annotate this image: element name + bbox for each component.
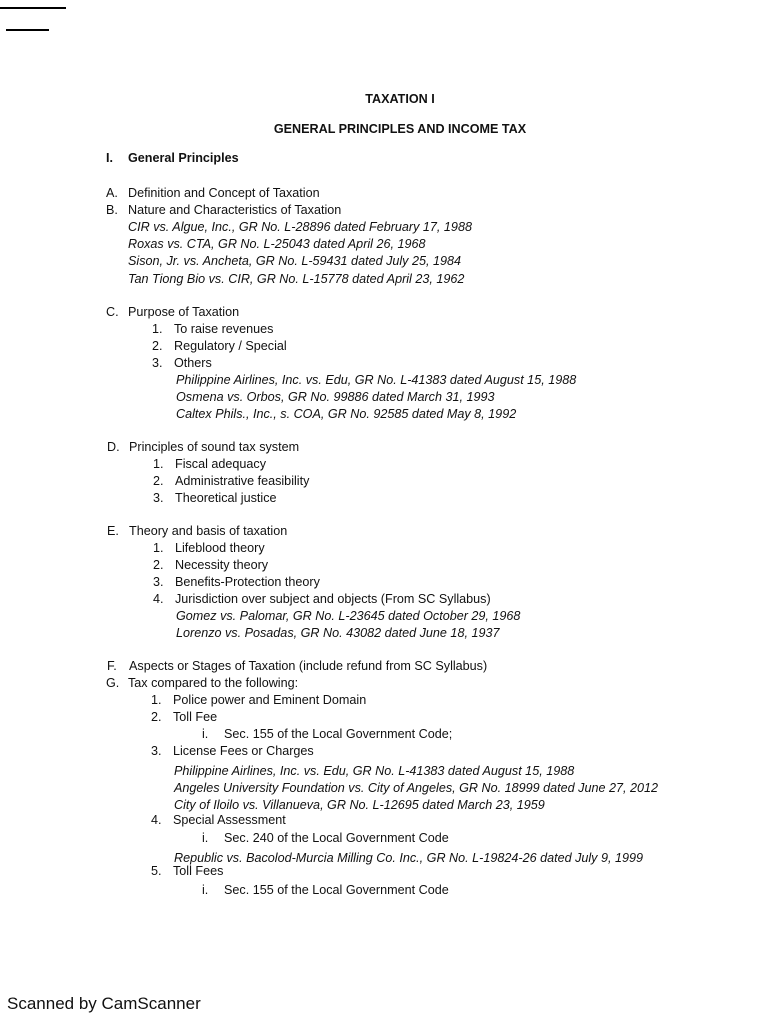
outline-item-E [107, 524, 287, 539]
scan-mark-top [0, 7, 66, 9]
item-letter: G. [106, 676, 120, 690]
numbered-item: 3. Benefits-Protection theory [153, 575, 320, 589]
case-citation: Roxas vs. CTA, GR No. L-25043 dated April 26, 1968 [128, 237, 426, 251]
scan-mark-second [6, 29, 49, 31]
case-citation: Philippine Airlines, Inc. vs. Edu, GR No. L-41383 dated August 15, 1988 [176, 373, 577, 387]
item-label: Principles of sound tax system [129, 440, 300, 454]
outline-item-G [106, 676, 298, 691]
outline-item-C [106, 305, 239, 320]
numbered-item: 2. Administrative feasibility [153, 474, 310, 488]
numbered-item: 2. Toll Fee [151, 710, 218, 724]
item-label: Tax compared to the following: [128, 676, 299, 690]
camscanner-watermark: Scanned by CamScanner [7, 994, 201, 1013]
case-citation: Philippine Airlines, Inc. vs. Edu, GR No. L-41383 dated August 15, 1988 [174, 764, 575, 778]
roman-subitem: i. Sec. 155 of the Local Government Code [202, 883, 449, 897]
item-label: Theory and basis of taxation [129, 524, 288, 538]
item-letter: F. [107, 659, 117, 673]
numbered-item: 1. Police power and Eminent Domain [151, 693, 367, 707]
numbered-item: 3. Theoretical justice [153, 491, 277, 505]
section-number: I. [106, 151, 113, 165]
document-title: TAXATION I [365, 92, 435, 106]
item-label: Purpose of Taxation [128, 305, 240, 319]
case-citation: Sison, Jr. vs. Ancheta, GR No. L-59431 dated July 25, 1984 [128, 254, 461, 268]
outline-item-D [107, 440, 299, 455]
numbered-item: 4. Jurisdiction over subject and objects (From SC Syllabus) [153, 592, 491, 606]
numbered-item: 3. Others [152, 356, 212, 370]
item-label: Aspects or Stages of Taxation (include refund from SC Syllabus) [129, 659, 488, 673]
case-citation: City of Iloilo vs. Villanueva, GR No. L-12695 dated March 23, 1959 [174, 798, 545, 812]
numbered-item: 1. Lifeblood theory [153, 541, 265, 555]
outline-item-F [107, 659, 487, 674]
outline-item-B [106, 203, 341, 218]
case-citation: Osmena vs. Orbos, GR No. 99886 dated March 31, 1993 [176, 390, 495, 404]
item-letter: D. [107, 440, 120, 454]
case-citation: Republic vs. Bacolod-Murcia Milling Co. Inc., GR No. L-19824-26 dated July 9, 1999 [174, 851, 644, 865]
roman-subitem: i. Sec. 155 of the Local Government Code; [202, 727, 453, 741]
numbered-item: 1. To raise revenues [152, 322, 274, 336]
item-letter: B. [106, 203, 118, 217]
numbered-item: 2. Regulatory / Special [152, 339, 287, 353]
item-label: Definition and Concept of Taxation [128, 186, 320, 200]
case-citation: Gomez vs. Palomar, GR No. L-23645 dated October 29, 1968 [176, 609, 521, 623]
numbered-item: 4. Special Assessment [151, 813, 286, 827]
section-heading-I [106, 151, 239, 166]
section-label: General Principles [128, 151, 239, 165]
case-citation: Lorenzo vs. Posadas, GR No. 43082 dated June 18, 1937 [176, 626, 500, 640]
item-letter: C. [106, 305, 119, 319]
item-label: Nature and Characteristics of Taxation [128, 203, 342, 217]
case-citation: Angeles University Foundation vs. City of Angeles, GR No. 18999 dated June 27, 2012 [174, 781, 658, 795]
item-letter: A. [106, 186, 118, 200]
numbered-item: 5. Toll Fees [151, 864, 224, 878]
case-citation: Caltex Phils., Inc., s. COA, GR No. 92585 dated May 8, 1992 [176, 407, 517, 421]
item-letter: E. [107, 524, 119, 538]
case-citation: Tan Tiong Bio vs. CIR, GR No. L-15778 dated April 23, 1962 [128, 272, 465, 286]
numbered-item: 1. Fiscal adequacy [153, 457, 267, 471]
document-subtitle: GENERAL PRINCIPLES AND INCOME TAX [273, 122, 527, 136]
outline-item-A [106, 186, 320, 201]
case-citation: CIR vs. Algue, Inc., GR No. L-28896 dated February 17, 1988 [128, 220, 472, 234]
numbered-item: 3. License Fees or Charges [151, 744, 314, 758]
numbered-item: 2. Necessity theory [153, 558, 269, 572]
roman-subitem: i. Sec. 240 of the Local Government Code [202, 831, 449, 845]
